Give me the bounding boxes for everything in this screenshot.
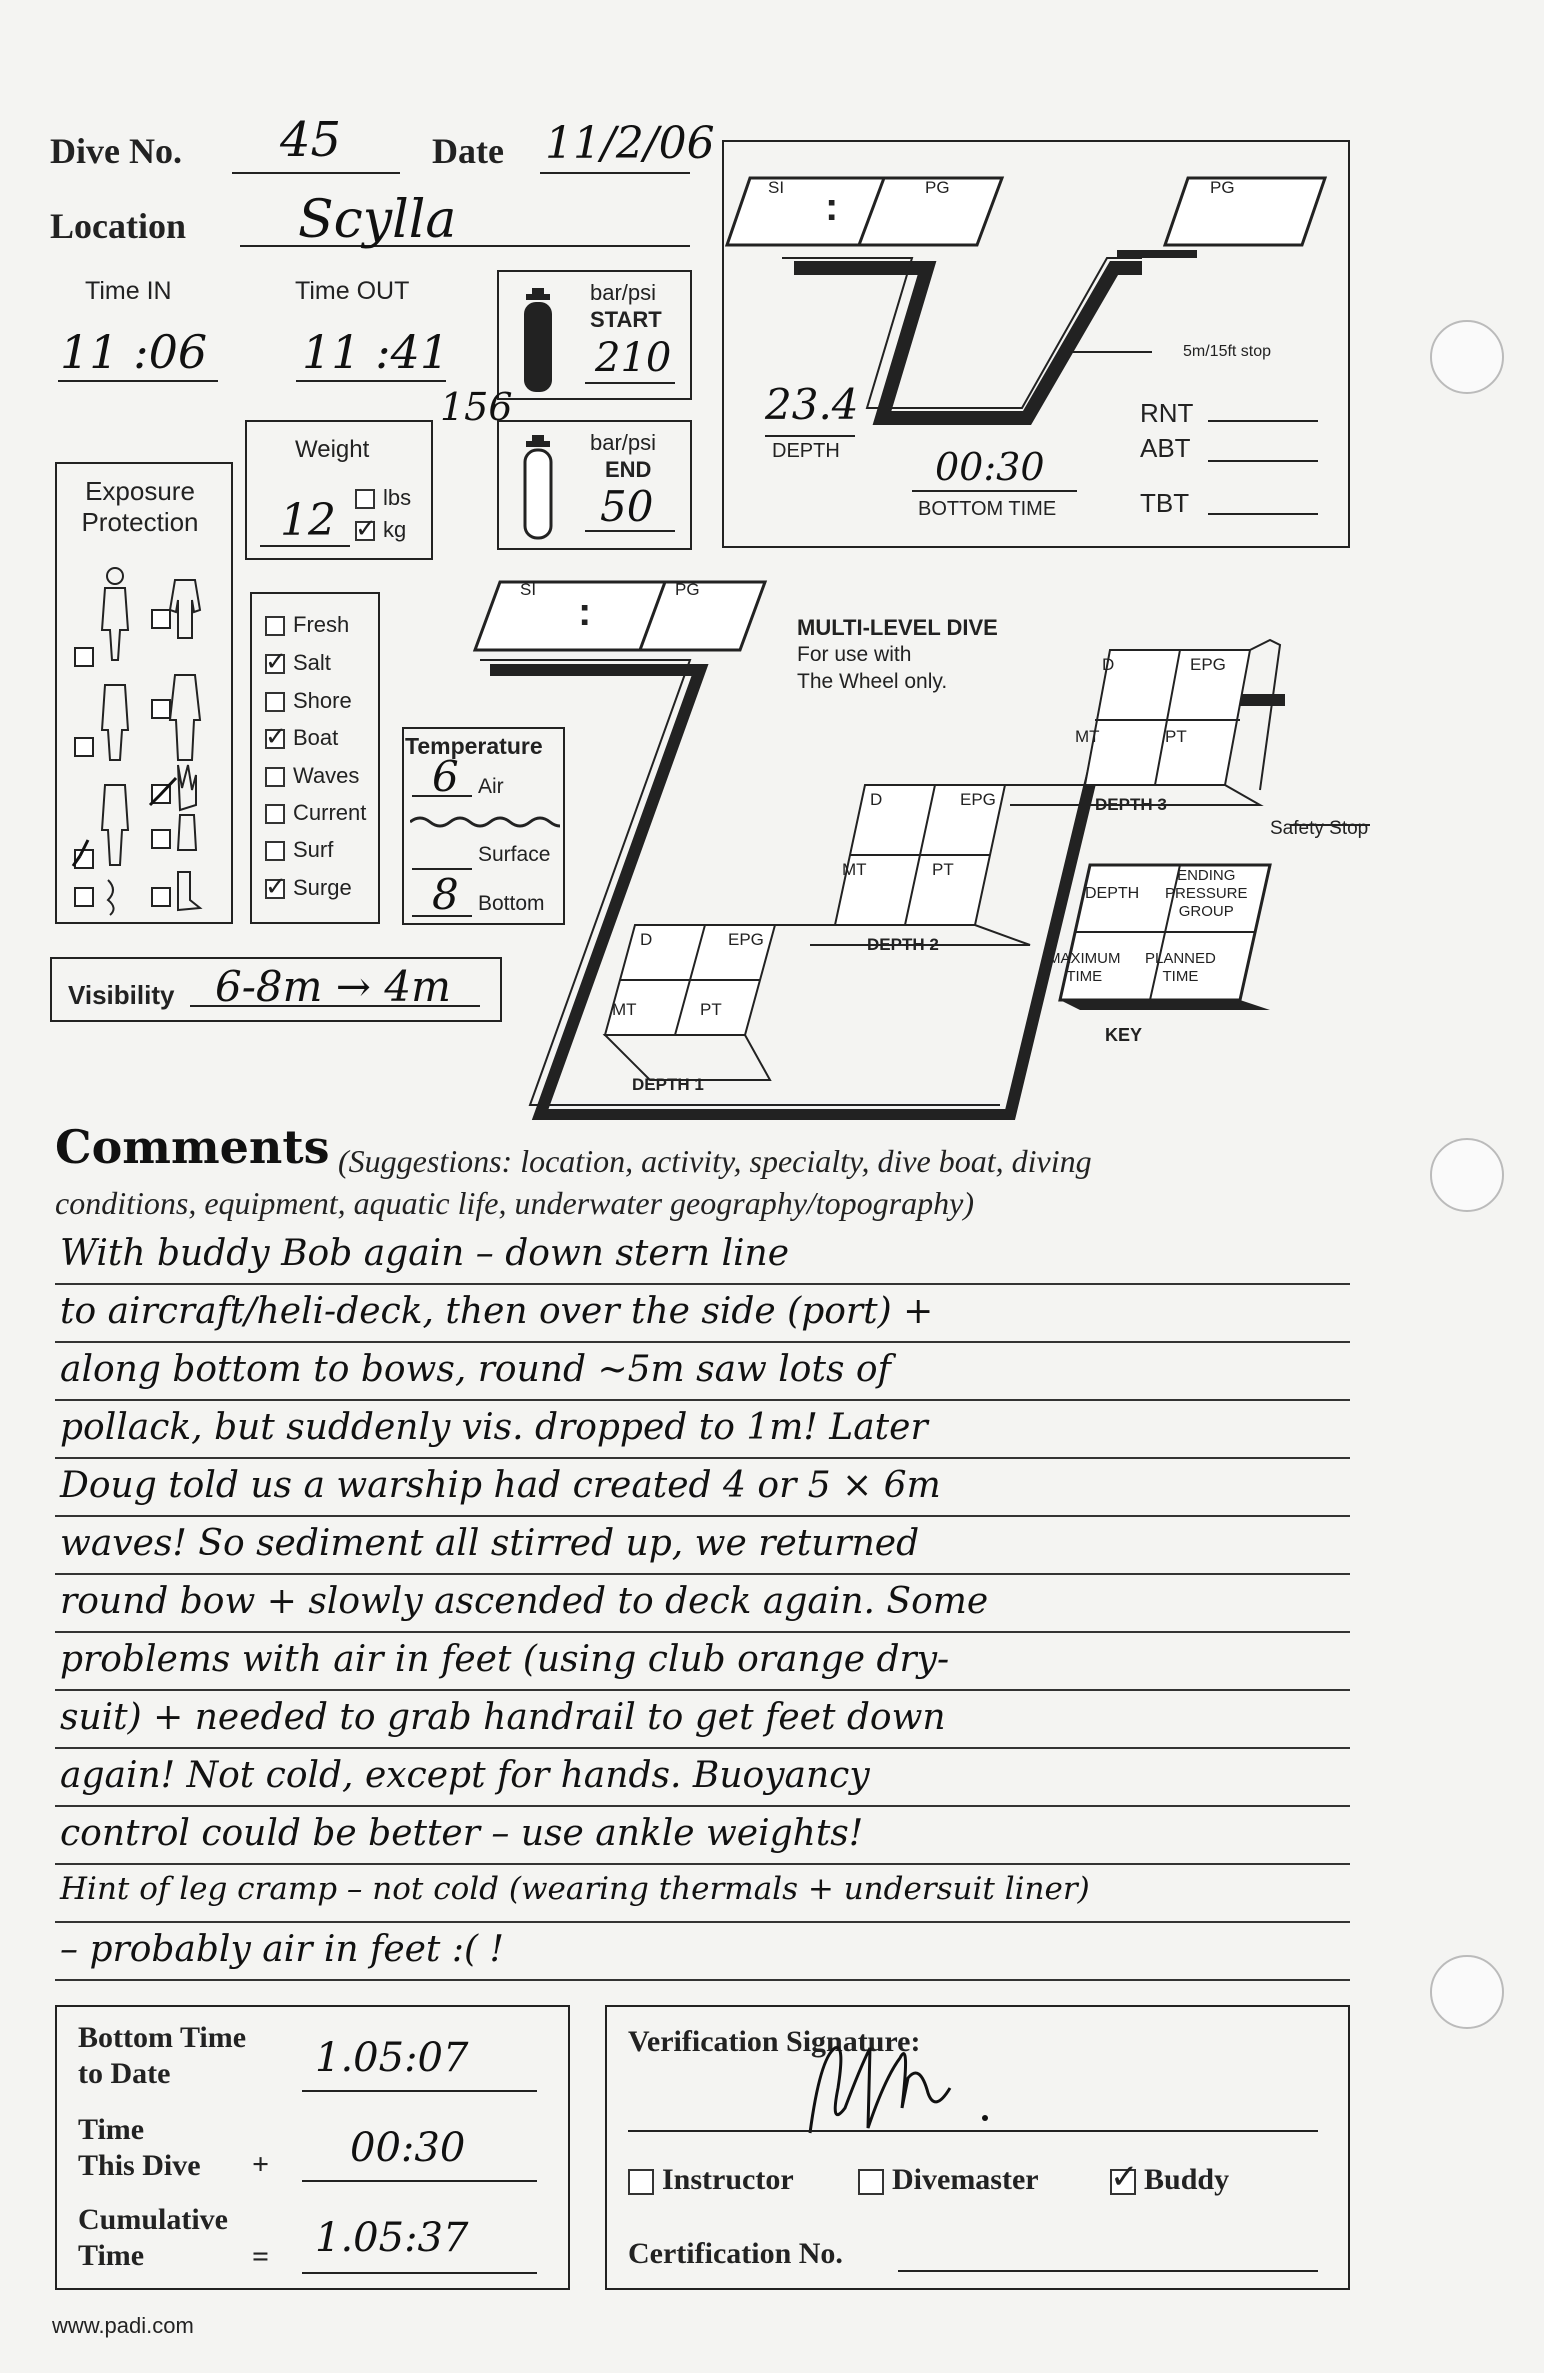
time-in-line: [58, 380, 218, 382]
weight-value: 12: [280, 495, 336, 546]
lbs-checkbox[interactable]: [355, 489, 375, 509]
surge-checkbox[interactable]: ✓: [265, 871, 287, 902]
ttd-value: 00:30: [350, 2125, 466, 2171]
time-in-label: Time IN: [85, 277, 172, 305]
comment-line-11: control could be better – use ankle weights!: [60, 1813, 864, 1854]
profile-pg-left: PG: [925, 178, 950, 197]
ml-safety-stop: Safety Stop: [1270, 818, 1369, 839]
comment-line-12: Hint of leg cramp – not cold (wearing thermals + undersuit liner): [60, 1871, 1090, 1907]
time-out-value: 11 :41: [302, 325, 450, 379]
signature-line: [628, 2130, 1318, 2132]
boat-checkbox[interactable]: ✓: [265, 721, 287, 752]
comment-line-13: – probably air in feet :( !: [60, 1929, 504, 1970]
key-pt-2: TIME: [1162, 968, 1199, 985]
ttd-line: [302, 2180, 537, 2182]
ml-d2-d: D: [870, 790, 883, 809]
ml-d3-epg: EPG: [1190, 655, 1226, 674]
ml-d2-epg: EPG: [960, 790, 996, 809]
cum-line: [302, 2272, 537, 2274]
exposure-title: [75, 476, 205, 538]
visibility-value: 6-8m → 4m: [215, 962, 451, 1011]
ml-d1-pt: PT: [700, 1000, 722, 1019]
ml-si-colon: :: [578, 590, 592, 634]
temperature-title: Temperature: [405, 733, 543, 759]
binder-hole-bottom: [1430, 1955, 1504, 2029]
salt-checkbox[interactable]: ✓: [265, 646, 287, 677]
dive-no-value: 45: [280, 112, 342, 168]
lbs-label: lbs: [383, 485, 412, 510]
date-label: Date: [432, 131, 504, 171]
comment-line-3: along bottom to bows, round ~5m saw lots of: [60, 1349, 891, 1390]
multilevel-diagram: [470, 570, 1370, 1120]
profile-bottom-time-label: BOTTOM TIME: [918, 498, 1057, 520]
profile-bottom-time-value: 00:30: [935, 445, 1045, 489]
ml-d3-pt: PT: [1165, 727, 1187, 746]
location-value: Scylla: [298, 190, 457, 250]
fresh-checkbox[interactable]: [265, 616, 285, 636]
ml-d3-d: D: [1102, 655, 1115, 674]
divemaster-label: Divemaster: [892, 2163, 1039, 2196]
tank-margin-note: 156: [440, 385, 513, 429]
btd-value: 1.05:07: [315, 2035, 469, 2081]
cum-label: [78, 2202, 228, 2274]
tank-end-label: END: [605, 457, 652, 482]
ml-title: MULTI-LEVEL DIVE: [797, 615, 998, 640]
salt-label: Salt: [293, 650, 331, 675]
profile-si-colon: :: [825, 185, 839, 229]
key-mt: [1048, 950, 1121, 986]
ml-d3-mt: MT: [1075, 727, 1100, 746]
btd-label-2: to Date: [78, 2057, 171, 2090]
buddy-label: Buddy: [1144, 2163, 1230, 2196]
ml-d1-epg: EPG: [728, 930, 764, 949]
footer-url: www.padi.com: [52, 2313, 194, 2338]
binder-hole-top: [1430, 320, 1504, 394]
surf-checkbox[interactable]: [265, 841, 285, 861]
comment-line-7: round bow + slowly ascended to deck again. Some: [60, 1581, 989, 1622]
comment-line-9: suit) + needed to grab handrail to get feet down: [60, 1697, 946, 1738]
ml-depth1: DEPTH 1: [632, 1075, 704, 1094]
cum-label-1: Cumulative: [78, 2203, 228, 2236]
tank-start-unit: bar/psi: [590, 280, 657, 305]
bottom-temp-value: 8: [432, 870, 459, 919]
verification-label: Verification Signature:: [628, 2025, 921, 2058]
comment-line-8: problems with air in feet (using club orange dry-: [60, 1639, 950, 1680]
exposure-suits: [70, 560, 220, 920]
condition-boat[interactable]: [265, 721, 339, 752]
ml-d1-mt: MT: [612, 1000, 637, 1019]
instructor-checkbox[interactable]: [628, 2169, 654, 2195]
signature-image: [790, 2018, 1010, 2148]
ml-pg: PG: [675, 580, 700, 599]
cum-value: 1.05:37: [315, 2215, 469, 2261]
key-pt-1: PLANNED: [1145, 950, 1216, 967]
tank-end-value: 50: [600, 482, 654, 531]
binder-hole-middle: [1430, 1138, 1504, 1212]
profile-pg-right: PG: [1210, 178, 1235, 197]
ml-d2-pt: PT: [932, 860, 954, 879]
divemaster-checkbox[interactable]: [858, 2169, 884, 2195]
time-out-label: Time OUT: [295, 277, 410, 305]
ml-d2-mt: MT: [842, 860, 867, 879]
profile-depth-value: 23.4: [765, 380, 859, 429]
kg-checkbox[interactable]: ✓: [355, 513, 377, 544]
shore-checkbox[interactable]: [265, 692, 285, 712]
empty-tank-icon: [520, 435, 560, 543]
profile-bottom-time-line: [912, 490, 1077, 492]
condition-salt[interactable]: [265, 646, 331, 677]
instructor-label: Instructor: [662, 2163, 794, 2196]
ml-d1-d: D: [640, 930, 653, 949]
key-epg-1: ENDING: [1177, 867, 1236, 884]
cum-equals: =: [252, 2240, 270, 2273]
divemaster-option[interactable]: [858, 2163, 1039, 2197]
rnt-line: [1208, 420, 1318, 422]
key-label: KEY: [1105, 1025, 1143, 1045]
comments-title: Comments: [55, 1120, 330, 1174]
air-value: 6: [432, 752, 459, 801]
condition-surge[interactable]: [265, 871, 352, 902]
weight-lbs-option[interactable]: [355, 485, 411, 511]
fresh-label: Fresh: [293, 612, 350, 637]
comment-line-6: waves! So sediment all stirred up, we returned: [60, 1523, 920, 1564]
surge-label: Surge: [293, 875, 352, 900]
comment-line-5: Doug told us a warship had created 4 or 5 × 6m: [60, 1465, 941, 1506]
weight-kg-option[interactable]: [355, 513, 407, 544]
ml-depth3: DEPTH 3: [1095, 795, 1167, 814]
buddy-checkbox[interactable]: ✓: [1110, 2159, 1139, 2197]
instructor-option[interactable]: [628, 2163, 794, 2197]
key-pt: [1145, 950, 1216, 986]
tbt-line: [1208, 513, 1318, 515]
comment-line-1: With buddy Bob again – down stern line: [60, 1233, 790, 1274]
key-mt-2: TIME: [1066, 968, 1103, 985]
exposure-title-1: Exposure: [85, 476, 195, 506]
tank-start-value: 210: [595, 335, 672, 381]
cum-label-2: Time: [78, 2239, 145, 2272]
condition-fresh[interactable]: [265, 612, 349, 638]
btd-line: [302, 2090, 537, 2092]
key-depth: DEPTH: [1085, 885, 1140, 902]
key-mt-1: MAXIMUM: [1048, 950, 1121, 967]
boat-label: Boat: [293, 725, 339, 750]
key-epg-2: PRESSURE: [1165, 885, 1248, 902]
cert-line: [898, 2270, 1318, 2272]
kg-label: kg: [383, 517, 407, 542]
waves-checkbox[interactable]: [265, 767, 285, 787]
ml-subtitle-1: For use with: [797, 643, 912, 666]
abt-line: [1208, 460, 1318, 462]
ttd-plus: +: [252, 2148, 270, 2181]
date-value: 11/2/06: [545, 118, 715, 169]
ml-subtitle-2: The Wheel only.: [797, 670, 948, 693]
comments-hint-2: conditions, equipment, aquatic life, underwater geography/topography): [55, 1185, 974, 1221]
profile-stop: 5m/15ft stop: [1183, 343, 1272, 360]
swimsuit-checkbox: [75, 648, 93, 666]
time-in-value: 11 :06: [60, 325, 208, 379]
profile-si: SI: [768, 178, 785, 197]
ml-depth2: DEPTH 2: [867, 935, 939, 954]
full-tank-icon: [520, 288, 560, 393]
condition-surf[interactable]: [265, 837, 333, 863]
buddy-option[interactable]: [1110, 2159, 1230, 2197]
condition-current[interactable]: [265, 800, 366, 826]
dive-no-label: Dive No.: [50, 131, 182, 171]
surf-label: Surf: [293, 837, 334, 862]
profile-abt: ABT: [1140, 433, 1191, 463]
comment-line-10: again! Not cold, except for hands. Buoyancy: [60, 1755, 870, 1796]
ttd-label-1: Time: [78, 2113, 145, 2146]
date-line: [540, 172, 690, 174]
exposure-title-2: Protection: [81, 507, 199, 537]
profile-tbt: TBT: [1140, 488, 1190, 518]
cert-label: Certification No.: [628, 2237, 843, 2270]
air-label: Air: [478, 775, 504, 798]
time-out-line: [296, 380, 446, 382]
waves-label: Waves: [293, 763, 360, 788]
surface-label: Surface: [478, 843, 551, 866]
comment-line-2: to aircraft/heli-deck, then over the side (port) +: [60, 1291, 934, 1332]
btd-label-1: Bottom Time: [78, 2021, 247, 2054]
key-epg: [1165, 867, 1248, 921]
ml-si: SI: [520, 580, 537, 599]
key-epg-3: GROUP: [1178, 903, 1234, 920]
profile-depth-label: DEPTH: [772, 440, 840, 462]
bottom-temp-label: Bottom: [478, 892, 545, 915]
visibility-label: Visibility: [68, 980, 175, 1010]
comment-line-4: pollack, but suddenly vis. dropped to 1m! Later: [60, 1407, 928, 1448]
tank-start-line: [585, 382, 675, 384]
profile-rnt: RNT: [1140, 398, 1194, 428]
tank-end-unit: bar/psi: [590, 430, 657, 455]
current-checkbox[interactable]: [265, 804, 285, 824]
ttd-label: [78, 2112, 201, 2184]
location-label: Location: [50, 206, 187, 246]
btd-label: [78, 2020, 246, 2092]
ttd-label-2: This Dive: [78, 2149, 201, 2182]
weight-label: Weight: [295, 436, 370, 463]
comments-hint-1: (Suggestions: location, activity, specialty, dive boat, diving: [338, 1143, 1092, 1179]
dive-no-line: [232, 172, 400, 174]
shore-label: Shore: [293, 688, 352, 713]
current-label: Current: [293, 800, 367, 825]
condition-waves[interactable]: [265, 763, 359, 789]
tank-start-label: START: [590, 307, 662, 332]
condition-shore[interactable]: [265, 688, 352, 714]
profile-depth-line: [765, 435, 855, 437]
